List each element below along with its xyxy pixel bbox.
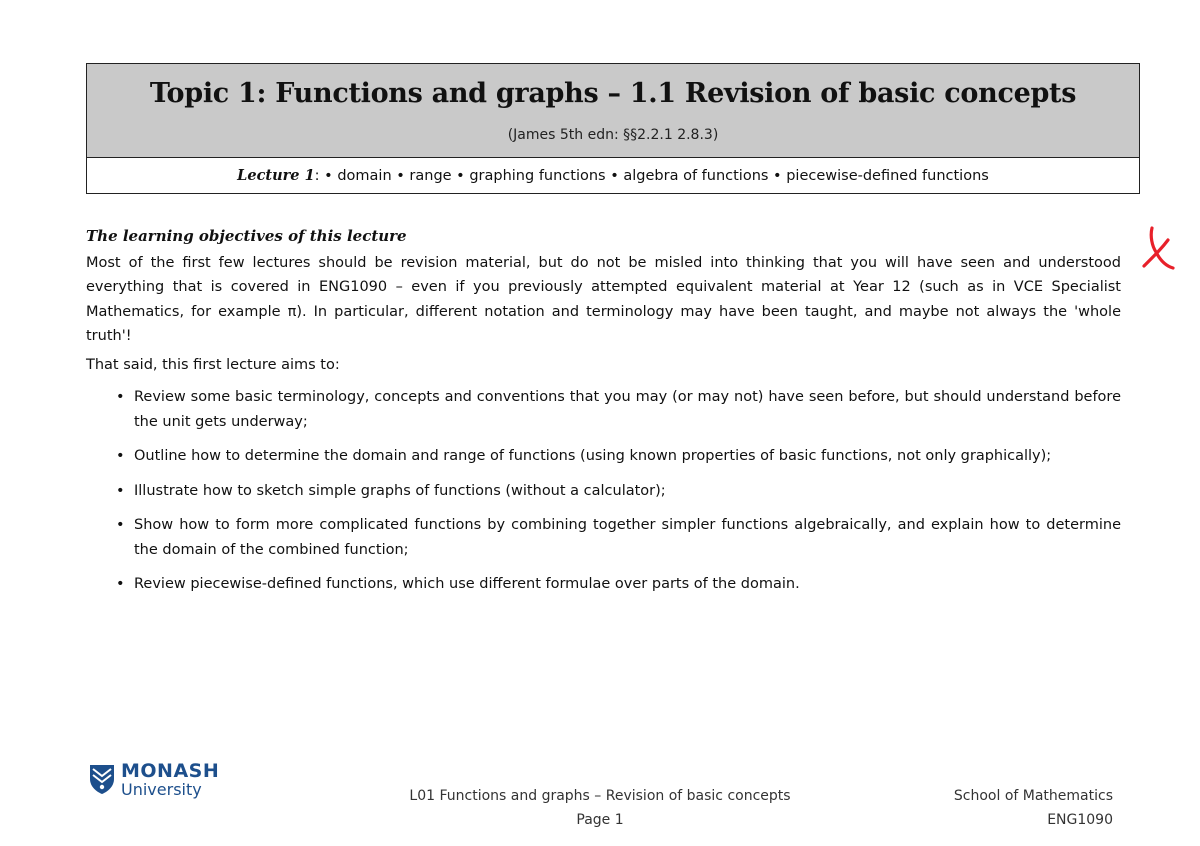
objective-text: Illustrate how to sketch simple graphs of functions (without a calculator); — [134, 482, 666, 499]
lecture-label: Lecture 1 — [237, 167, 315, 184]
page-title: Topic 1: Functions and graphs – 1.1 Revision of basic concepts — [149, 78, 1077, 109]
logo-line-2: University — [121, 780, 202, 799]
lecture-topics-row — [87, 158, 1139, 193]
objectives-list — [86, 385, 1121, 597]
bullet: • — [116, 389, 125, 405]
objective-text: Show how to form more complicated functions by combining together simpler functions algebraically, and explain how to determine the domain of the combined function; — [134, 517, 1121, 558]
lecture-topics: : • domain • range • graphing functions • algebra of functions • piecewise-defined functions — [314, 168, 989, 184]
monash-logo — [88, 760, 218, 800]
bullet: • — [116, 517, 125, 533]
bullet: • — [116, 482, 125, 499]
objectives-heading: The learning objectives of this lecture — [86, 227, 407, 245]
textbook-reference: (James 5th edn: §§2.2.1 2.8.3) — [507, 127, 719, 143]
main-content — [86, 224, 1121, 607]
list-item — [86, 513, 1121, 562]
title-box — [86, 63, 1140, 194]
monash-shield-icon — [88, 763, 116, 795]
bullet: • — [116, 576, 125, 592]
list-item — [86, 572, 1121, 597]
handwritten-x-mark-icon — [1140, 222, 1180, 272]
footer-page-number: Page 1 — [576, 812, 624, 828]
bullet: • — [116, 448, 125, 464]
logo-line-1: MONASH — [121, 760, 220, 782]
objective-text: Review some basic terminology, concepts and conventions that you may (or may not) have seen before, but should understand before the unit gets underway; — [134, 389, 1121, 430]
list-item — [86, 385, 1121, 434]
list-item — [86, 479, 1121, 504]
objective-text: Outline how to determine the domain and range of functions (using known properties of basic functions, not only graphically); — [134, 448, 1052, 464]
footer-doc-title: L01 Functions and graphs – Revision of basic concepts — [409, 788, 791, 804]
objective-text: Review piecewise-defined functions, which use different formulae over parts of the domain. — [134, 576, 800, 592]
aims-intro: That said, this first lecture aims to: — [86, 356, 340, 373]
footer-center — [360, 784, 840, 832]
list-item — [86, 444, 1121, 469]
footer-right — [880, 784, 1113, 832]
footer-school: School of Mathematics — [953, 788, 1113, 804]
title-band — [87, 64, 1139, 158]
footer-unit-code: ENG1090 — [1047, 812, 1113, 828]
intro-paragraph: Most of the first few lectures should be revision material, but do not be misled into thinking that you will have seen and understood everything that is covered in ENG1090 – even if you previously attempted equivalent material at Year 12 (such as in VCE Specialist Mathematics, for example π). In particular, different notation and terminology may have been taught, and maybe not always the 'whole truth'! — [86, 254, 1121, 344]
